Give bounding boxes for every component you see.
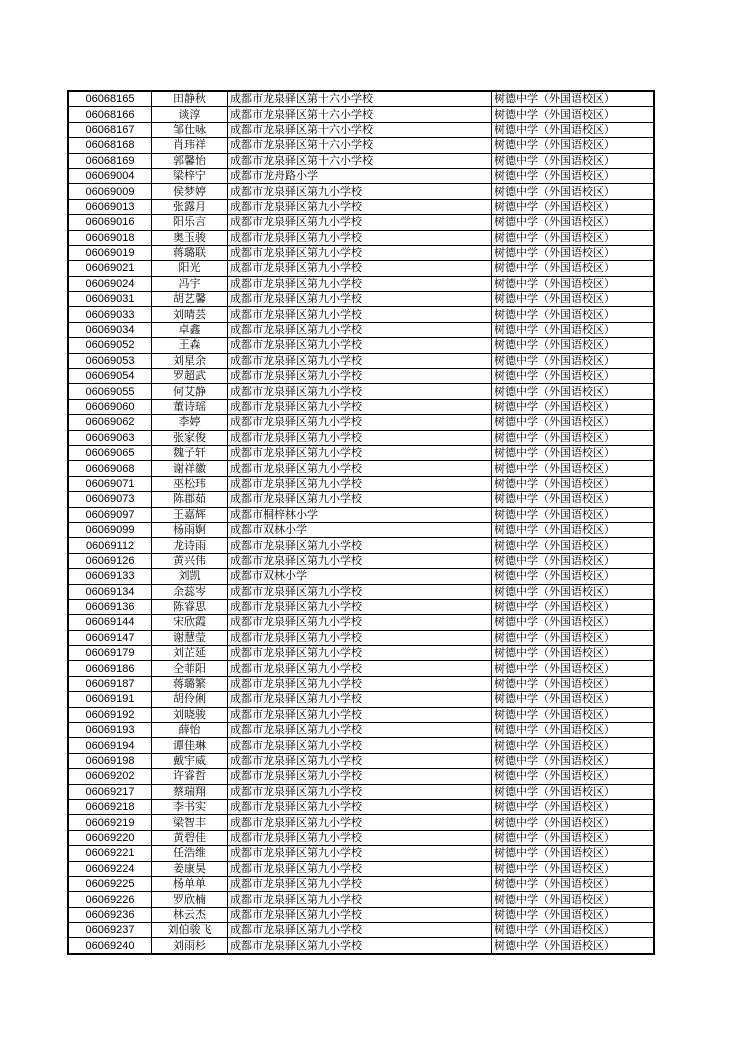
table-row <box>68 769 654 784</box>
student-id-cell: 06069194 <box>68 738 152 753</box>
table-row <box>68 507 654 522</box>
table-row <box>68 199 654 214</box>
school-cell: 成都市龙泉驿区第九小学校 <box>228 815 492 830</box>
student-id-cell: 06069031 <box>68 292 152 307</box>
student-id-cell: 06069191 <box>68 692 152 707</box>
school-cell: 成都市龙泉驿区第九小学校 <box>228 430 492 445</box>
student-id-cell: 06069193 <box>68 723 152 738</box>
student-id-cell: 06069021 <box>68 261 152 276</box>
school-cell: 成都市龙泉驿区第九小学校 <box>228 384 492 399</box>
school-cell: 成都市龙泉驿区第九小学校 <box>228 676 492 691</box>
student-name-cell: 梁梓宁 <box>152 168 228 183</box>
student-name-cell: 宋欣霞 <box>152 615 228 630</box>
table-row <box>68 168 654 183</box>
student-name-cell: 田静秋 <box>152 91 228 107</box>
student-name-cell: 罗欣楠 <box>152 892 228 907</box>
table-row <box>68 707 654 722</box>
school-cell: 成都市龙泉驿区第九小学校 <box>228 492 492 507</box>
destination-cell: 树德中学（外国语校区） <box>492 522 655 537</box>
student-id-cell: 06069237 <box>68 923 152 938</box>
student-id-cell: 06069136 <box>68 599 152 614</box>
table-row <box>68 738 654 753</box>
student-id-cell: 06069225 <box>68 876 152 891</box>
student-name-cell: 董诗瑶 <box>152 399 228 414</box>
student-id-cell: 06069133 <box>68 569 152 584</box>
table-row <box>68 430 654 445</box>
student-id-cell: 06069220 <box>68 830 152 845</box>
school-cell: 成都市龙泉驿区第九小学校 <box>228 769 492 784</box>
destination-cell: 树德中学（外国语校区） <box>492 184 655 199</box>
student-name-cell: 龙诗雨 <box>152 538 228 553</box>
student-id-cell: 06069009 <box>68 184 152 199</box>
student-name-cell: 谈淳 <box>152 107 228 122</box>
table-row <box>68 692 654 707</box>
school-cell: 成都市龙泉驿区第九小学校 <box>228 415 492 430</box>
school-cell: 成都市龙泉驿区第九小学校 <box>228 892 492 907</box>
student-id-cell: 06068167 <box>68 122 152 137</box>
table-row <box>68 384 654 399</box>
student-id-cell: 06069202 <box>68 769 152 784</box>
table-row <box>68 276 654 291</box>
destination-cell: 树德中学（外国语校区） <box>492 630 655 645</box>
table-row <box>68 492 654 507</box>
school-cell: 成都市龙泉驿区第九小学校 <box>228 938 492 954</box>
table-row <box>68 215 654 230</box>
destination-cell: 树德中学（外国语校区） <box>492 553 655 568</box>
school-cell: 成都市双林小学 <box>228 569 492 584</box>
student-list-table <box>67 90 655 955</box>
destination-cell: 树德中学（外国语校区） <box>492 138 655 153</box>
destination-cell: 树德中学（外国语校区） <box>492 830 655 845</box>
destination-cell: 树德中学（外国语校区） <box>492 584 655 599</box>
school-cell: 成都市龙泉驿区第九小学校 <box>228 923 492 938</box>
student-id-cell: 06069068 <box>68 461 152 476</box>
school-cell: 成都市龙泉驿区第九小学校 <box>228 476 492 491</box>
destination-cell: 树德中学（外国语校区） <box>492 892 655 907</box>
school-cell: 成都市龙泉驿区第十六小学校 <box>228 153 492 168</box>
destination-cell: 树德中学（外国语校区） <box>492 261 655 276</box>
student-name-cell: 刘凯 <box>152 569 228 584</box>
destination-cell: 树德中学（外国语校区） <box>492 615 655 630</box>
student-name-cell: 刘芷延 <box>152 646 228 661</box>
student-name-cell: 奥玉骏 <box>152 230 228 245</box>
school-cell: 成都市龙泉驿区第九小学校 <box>228 245 492 260</box>
student-id-cell: 06069112 <box>68 538 152 553</box>
school-cell: 成都市龙泉驿区第九小学校 <box>228 338 492 353</box>
destination-cell: 树德中学（外国语校区） <box>492 322 655 337</box>
school-cell: 成都市龙泉驿区第十六小学校 <box>228 91 492 107</box>
destination-cell: 树德中学（外国语校区） <box>492 107 655 122</box>
student-name-cell: 邹仕咏 <box>152 122 228 137</box>
school-cell: 成都市龙泉驿区第九小学校 <box>228 322 492 337</box>
student-name-cell: 刘星余 <box>152 353 228 368</box>
table-row <box>68 415 654 430</box>
school-cell: 成都市龙泉驿区第九小学校 <box>228 445 492 460</box>
table-row <box>68 584 654 599</box>
school-cell: 成都市龙泉驿区第九小学校 <box>228 830 492 845</box>
destination-cell: 树德中学（外国语校区） <box>492 199 655 214</box>
student-name-cell: 谢慧莹 <box>152 630 228 645</box>
student-id-cell: 06069224 <box>68 861 152 876</box>
destination-cell: 树德中学（外国语校区） <box>492 476 655 491</box>
school-cell: 成都市龙泉驿区第九小学校 <box>228 261 492 276</box>
student-name-cell: 罗超武 <box>152 369 228 384</box>
school-cell: 成都市龙泉驿区第九小学校 <box>228 846 492 861</box>
student-id-cell: 06069218 <box>68 799 152 814</box>
school-cell: 成都市龙泉驿区第十六小学校 <box>228 138 492 153</box>
student-id-cell: 06069221 <box>68 846 152 861</box>
destination-cell: 树德中学（外国语校区） <box>492 876 655 891</box>
table-row <box>68 569 654 584</box>
school-cell: 成都市龙泉驿区第九小学校 <box>228 369 492 384</box>
student-name-cell: 冯宇 <box>152 276 228 291</box>
student-id-cell: 06069073 <box>68 492 152 507</box>
student-name-cell: 张露月 <box>152 199 228 214</box>
destination-cell: 树德中学（外国语校区） <box>492 415 655 430</box>
school-cell: 成都市龙泉驿区第九小学校 <box>228 784 492 799</box>
table-row <box>68 184 654 199</box>
destination-cell: 树德中学（外国语校区） <box>492 276 655 291</box>
school-cell: 成都市龙泉驿区第九小学校 <box>228 199 492 214</box>
school-cell: 成都市龙泉驿区第九小学校 <box>228 292 492 307</box>
school-cell: 成都市龙泉驿区第九小学校 <box>228 707 492 722</box>
table-row <box>68 661 654 676</box>
student-id-cell: 06069016 <box>68 215 152 230</box>
student-id-cell: 06069060 <box>68 399 152 414</box>
school-cell: 成都市龙泉驿区第九小学校 <box>228 661 492 676</box>
table-row <box>68 553 654 568</box>
student-id-cell: 06069147 <box>68 630 152 645</box>
table-row <box>68 876 654 891</box>
table-row <box>68 784 654 799</box>
student-name-cell: 梁智丰 <box>152 815 228 830</box>
school-cell: 成都市龙泉驿区第九小学校 <box>228 907 492 922</box>
student-name-cell: 胡艺馨 <box>152 292 228 307</box>
school-cell: 成都市龙泉驿区第九小学校 <box>228 353 492 368</box>
school-cell: 成都市龙泉驿区第九小学校 <box>228 630 492 645</box>
table-row <box>68 938 654 954</box>
school-cell: 成都市龙泉驿区第十六小学校 <box>228 107 492 122</box>
student-id-cell: 06069063 <box>68 430 152 445</box>
table-row <box>68 292 654 307</box>
student-name-cell: 刘雨杉 <box>152 938 228 954</box>
student-name-cell: 张家俊 <box>152 430 228 445</box>
destination-cell: 树德中学（外国语校区） <box>492 538 655 553</box>
destination-cell: 树德中学（外国语校区） <box>492 292 655 307</box>
student-id-cell: 06069186 <box>68 661 152 676</box>
student-id-cell: 06069217 <box>68 784 152 799</box>
table-row <box>68 723 654 738</box>
table-row <box>68 923 654 938</box>
destination-cell: 树德中学（外国语校区） <box>492 399 655 414</box>
destination-cell: 树德中学（外国语校区） <box>492 661 655 676</box>
student-name-cell: 杨雨婀 <box>152 522 228 537</box>
school-cell: 成都市龙泉驿区第九小学校 <box>228 307 492 322</box>
student-name-cell: 谭佳琳 <box>152 738 228 753</box>
school-cell: 成都市龙泉驿区第九小学校 <box>228 538 492 553</box>
school-cell: 成都市双林小学 <box>228 522 492 537</box>
destination-cell: 树德中学（外国语校区） <box>492 646 655 661</box>
table-row <box>68 91 654 107</box>
table-row <box>68 369 654 384</box>
destination-cell: 树德中学（外国语校区） <box>492 307 655 322</box>
table-row <box>68 261 654 276</box>
table-row <box>68 245 654 260</box>
school-cell: 成都市桐梓林小学 <box>228 507 492 522</box>
destination-cell: 树德中学（外国语校区） <box>492 369 655 384</box>
table-row <box>68 322 654 337</box>
destination-cell: 树德中学（外国语校区） <box>492 799 655 814</box>
school-cell: 成都市龙泉驿区第九小学校 <box>228 584 492 599</box>
destination-cell: 树德中学（外国语校区） <box>492 215 655 230</box>
student-id-cell: 06069013 <box>68 199 152 214</box>
destination-cell: 树德中学（外国语校区） <box>492 338 655 353</box>
student-id-cell: 06069019 <box>68 245 152 260</box>
student-name-cell: 阳乐言 <box>152 215 228 230</box>
school-cell: 成都市龙泉驿区第九小学校 <box>228 399 492 414</box>
student-name-cell: 林云杰 <box>152 907 228 922</box>
student-id-cell: 06069054 <box>68 369 152 384</box>
student-id-cell: 06068165 <box>68 91 152 107</box>
student-name-cell: 何艾静 <box>152 384 228 399</box>
destination-cell: 树德中学（外国语校区） <box>492 923 655 938</box>
table-row <box>68 830 654 845</box>
table-body <box>68 91 654 954</box>
student-id-cell: 06069004 <box>68 168 152 183</box>
student-name-cell: 卓鑫 <box>152 322 228 337</box>
destination-cell: 树德中学（外国语校区） <box>492 153 655 168</box>
student-id-cell: 06069179 <box>68 646 152 661</box>
table-row <box>68 107 654 122</box>
student-name-cell: 郭馨怡 <box>152 153 228 168</box>
student-name-cell: 侯梦婷 <box>152 184 228 199</box>
student-name-cell: 巫松玮 <box>152 476 228 491</box>
destination-cell: 树德中学（外国语校区） <box>492 753 655 768</box>
school-cell: 成都市龙泉驿区第九小学校 <box>228 753 492 768</box>
school-cell: 成都市龙泉驿区第九小学校 <box>228 646 492 661</box>
school-cell: 成都市龙泉驿区第九小学校 <box>228 276 492 291</box>
school-cell: 成都市龙泉驿区第九小学校 <box>228 738 492 753</box>
school-cell: 成都市龙泉驿区第九小学校 <box>228 599 492 614</box>
table-row <box>68 476 654 491</box>
table-row <box>68 338 654 353</box>
destination-cell: 树德中学（外国语校区） <box>492 784 655 799</box>
student-name-cell: 刘晴芸 <box>152 307 228 322</box>
table-row <box>68 799 654 814</box>
school-cell: 成都市龙泉驿区第九小学校 <box>228 723 492 738</box>
student-id-cell: 06069099 <box>68 522 152 537</box>
student-name-cell: 许睿哲 <box>152 769 228 784</box>
student-name-cell: 刘伯骏飞 <box>152 923 228 938</box>
school-cell: 成都市龙泉驿区第九小学校 <box>228 230 492 245</box>
student-name-cell: 刘晓骏 <box>152 707 228 722</box>
student-name-cell: 仝菲阳 <box>152 661 228 676</box>
table-row <box>68 753 654 768</box>
table-row <box>68 538 654 553</box>
destination-cell: 树德中学（外国语校区） <box>492 907 655 922</box>
table-row <box>68 646 654 661</box>
student-id-cell: 06069052 <box>68 338 152 353</box>
student-name-cell: 李婷 <box>152 415 228 430</box>
destination-cell: 树德中学（外国语校区） <box>492 599 655 614</box>
student-id-cell: 06069226 <box>68 892 152 907</box>
school-cell: 成都市龙泉驿区第九小学校 <box>228 615 492 630</box>
school-cell: 成都市龙泉驿区第九小学校 <box>228 692 492 707</box>
table-row <box>68 445 654 460</box>
student-name-cell: 谢祥徽 <box>152 461 228 476</box>
school-cell: 成都市龙泉驿区第九小学校 <box>228 215 492 230</box>
student-id-cell: 06069071 <box>68 476 152 491</box>
student-name-cell: 戴宇威 <box>152 753 228 768</box>
student-id-cell: 06069033 <box>68 307 152 322</box>
student-id-cell: 06069053 <box>68 353 152 368</box>
student-id-cell: 06068166 <box>68 107 152 122</box>
table-row <box>68 676 654 691</box>
student-id-cell: 06069198 <box>68 753 152 768</box>
destination-cell: 树德中学（外国语校区） <box>492 122 655 137</box>
destination-cell: 树德中学（外国语校区） <box>492 815 655 830</box>
table-row <box>68 230 654 245</box>
table-row <box>68 461 654 476</box>
student-name-cell: 余蕊岑 <box>152 584 228 599</box>
table-row <box>68 138 654 153</box>
table-row <box>68 907 654 922</box>
student-name-cell: 姜康昊 <box>152 861 228 876</box>
table-row <box>68 815 654 830</box>
table-row <box>68 846 654 861</box>
student-id-cell: 06069144 <box>68 615 152 630</box>
table-row <box>68 522 654 537</box>
student-name-cell: 胡伶俐 <box>152 692 228 707</box>
student-name-cell: 陈睿思 <box>152 599 228 614</box>
table-row <box>68 599 654 614</box>
student-name-cell: 魏子轩 <box>152 445 228 460</box>
destination-cell: 树德中学（外国语校区） <box>492 430 655 445</box>
destination-cell: 树德中学（外国语校区） <box>492 569 655 584</box>
school-cell: 成都市龙泉驿区第九小学校 <box>228 876 492 891</box>
table-row <box>68 399 654 414</box>
table-row <box>68 861 654 876</box>
student-id-cell: 06069097 <box>68 507 152 522</box>
student-id-cell: 06068168 <box>68 138 152 153</box>
destination-cell: 树德中学（外国语校区） <box>492 738 655 753</box>
destination-cell: 树德中学（外国语校区） <box>492 861 655 876</box>
student-name-cell: 陈郡茹 <box>152 492 228 507</box>
student-id-cell: 06069034 <box>68 322 152 337</box>
student-name-cell: 薛怡 <box>152 723 228 738</box>
destination-cell: 树德中学（外国语校区） <box>492 461 655 476</box>
destination-cell: 树德中学（外国语校区） <box>492 507 655 522</box>
school-cell: 成都市龙舟路小学 <box>228 168 492 183</box>
destination-cell: 树德中学（外国语校区） <box>492 384 655 399</box>
destination-cell: 树德中学（外国语校区） <box>492 692 655 707</box>
destination-cell: 树德中学（外国语校区） <box>492 676 655 691</box>
table-row <box>68 122 654 137</box>
student-id-cell: 06069187 <box>68 676 152 691</box>
table-row <box>68 307 654 322</box>
destination-cell: 树德中学（外国语校区） <box>492 91 655 107</box>
student-name-cell: 李书实 <box>152 799 228 814</box>
student-id-cell: 06069018 <box>68 230 152 245</box>
destination-cell: 树德中学（外国语校区） <box>492 492 655 507</box>
student-name-cell: 阳光 <box>152 261 228 276</box>
student-name-cell: 王森 <box>152 338 228 353</box>
student-id-cell: 06069236 <box>68 907 152 922</box>
student-id-cell: 06069192 <box>68 707 152 722</box>
destination-cell: 树德中学（外国语校区） <box>492 445 655 460</box>
destination-cell: 树德中学（外国语校区） <box>492 723 655 738</box>
table-row <box>68 353 654 368</box>
table-row <box>68 615 654 630</box>
school-cell: 成都市龙泉驿区第九小学校 <box>228 461 492 476</box>
student-id-cell: 06069134 <box>68 584 152 599</box>
school-cell: 成都市龙泉驿区第九小学校 <box>228 553 492 568</box>
student-name-cell: 王嘉辉 <box>152 507 228 522</box>
student-id-cell: 06069055 <box>68 384 152 399</box>
school-cell: 成都市龙泉驿区第九小学校 <box>228 799 492 814</box>
destination-cell: 树德中学（外国语校区） <box>492 353 655 368</box>
student-id-cell: 06069219 <box>68 815 152 830</box>
student-name-cell: 黄碧佳 <box>152 830 228 845</box>
table-row <box>68 892 654 907</box>
student-name-cell: 肖玮祥 <box>152 138 228 153</box>
destination-cell: 树德中学（外国语校区） <box>492 938 655 954</box>
destination-cell: 树德中学（外国语校区） <box>492 168 655 183</box>
destination-cell: 树德中学（外国语校区） <box>492 846 655 861</box>
destination-cell: 树德中学（外国语校区） <box>492 245 655 260</box>
school-cell: 成都市龙泉驿区第九小学校 <box>228 184 492 199</box>
student-id-cell: 06069062 <box>68 415 152 430</box>
school-cell: 成都市龙泉驿区第十六小学校 <box>228 122 492 137</box>
student-name-cell: 蒋璐联 <box>152 245 228 260</box>
student-id-cell: 06069024 <box>68 276 152 291</box>
student-name-cell: 黄兴伟 <box>152 553 228 568</box>
table-row <box>68 630 654 645</box>
school-cell: 成都市龙泉驿区第九小学校 <box>228 861 492 876</box>
destination-cell: 树德中学（外国语校区） <box>492 769 655 784</box>
student-name-cell: 蒋璐繁 <box>152 676 228 691</box>
student-name-cell: 杨单单 <box>152 876 228 891</box>
student-name-cell: 蔡瑞翔 <box>152 784 228 799</box>
destination-cell: 树德中学（外国语校区） <box>492 230 655 245</box>
student-id-cell: 06069065 <box>68 445 152 460</box>
destination-cell: 树德中学（外国语校区） <box>492 707 655 722</box>
student-id-cell: 06069240 <box>68 938 152 954</box>
table-row <box>68 153 654 168</box>
student-id-cell: 06069126 <box>68 553 152 568</box>
student-name-cell: 任浩维 <box>152 846 228 861</box>
student-id-cell: 06068169 <box>68 153 152 168</box>
